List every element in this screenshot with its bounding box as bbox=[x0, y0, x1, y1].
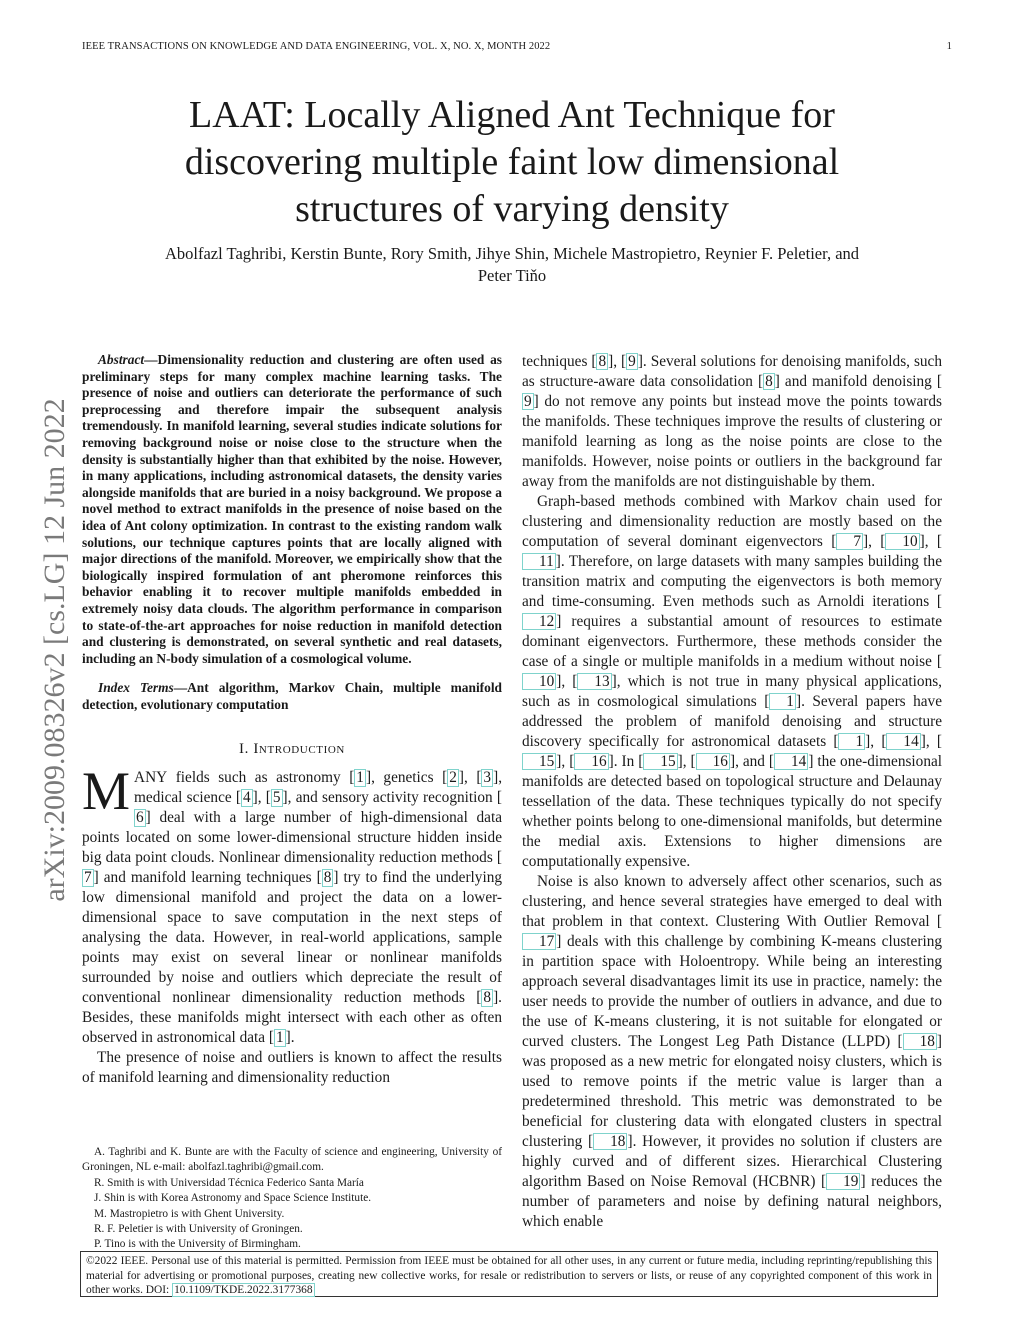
body-text: and manifold denoising bbox=[779, 373, 937, 390]
authors-line-2: Peter Tiňo bbox=[477, 266, 547, 285]
citation-link[interactable]: 10 bbox=[522, 673, 556, 690]
intro-text: , genetics bbox=[371, 769, 443, 787]
right-paragraph-1: techniques [ 8 ], [ 9 ]. Several solutions for denoising manifolds, such as structure-aware data consolidation [ 8 ] and manifold denoising [9 ] do not remove any points but instead move the points towards the manifolds. These techniques improve the results of clustering or manifold learning as long as the noise points are close to the manifolds. However, noise points or outliers in the background far away from the manifolds are not distinguishable by them. bbox=[522, 353, 942, 490]
citation-link[interactable]: 2 bbox=[449, 769, 457, 787]
citation-link[interactable]: 8 bbox=[483, 989, 492, 1007]
citation-link[interactable]: 1 bbox=[838, 733, 865, 750]
abstract-text: —Dimensionality reduction and clustering are often used as preliminary steps for many complex machine learning tasks. The presence of noise and outliers can deteriorate the performance of such preprocessing and therefore impair the subsequent analysis tremendously. In manifold learning, several studies indicate solutions for removing background noise or noise close to the structure when the density is substantially higher than that exhibited by the noise. However, in many applications, including astronomical datasets, the density varies alongside manifolds that are buried in a noisy background. We propose a novel method to extract manifolds in the presence of noise based on the idea of Ant colony optimization. In contrast to the existing random walk solutions, our technique captures points that are locally aligned with major directions of the manifold. Moreover, we empirically show that the biologically inspired formulation of ant pheromone reinforces this behavior enabling it to recover multiple manifolds embedded in extremely noisy data clouds. The algorithm performance in comparison to state-of-the-art approaches for noise reduction in manifold detection and clustering is demonstrated, on several synthetic and real datasets, including an N-body simulation of a cosmological volume. bbox=[82, 352, 502, 666]
citation-link[interactable]: 6 bbox=[136, 809, 144, 827]
abstract-label: Abstract bbox=[98, 352, 145, 367]
drop-cap-letter: M bbox=[82, 761, 131, 822]
body-text: techniques bbox=[522, 353, 592, 370]
body-text: requires a substantial amount of resources to estimate dominant eigenvectors. Furthermore, these methods consider the case of a single or multiple manifolds in a medium without noise bbox=[522, 613, 942, 670]
citation-link[interactable]: 5 bbox=[272, 789, 281, 807]
footnote: A. Taghribi and K. Bunte are with the Faculty of science and engineering, University of Groningen, NL e-mail: abolfazl.taghribi@gmail.com. bbox=[82, 1146, 502, 1174]
body-text: , bbox=[868, 533, 881, 550]
index-terms-label: Index Terms bbox=[98, 680, 174, 696]
body-text: the one-dimensional manifolds are detected based on topological structure and Delaunay tessellation of the data. These techniques typically do not specify whether points belong to one-dimensional manifolds, but determine the medial axis. Extensions to higher dimensions are computationally expensive. bbox=[522, 753, 943, 870]
body-text: Graph-based methods combined with Markov chain used for clustering and dimensionality reduction are mostly based on the computation of several dominant eigenvectors bbox=[522, 493, 942, 550]
citation-link[interactable]: 9 bbox=[628, 353, 636, 370]
citation-link[interactable]: 19 bbox=[826, 1173, 860, 1190]
citation-link[interactable]: 18 bbox=[903, 1033, 937, 1050]
body-text: do not remove any points but instead move the points towards the manifolds. These techniques improve the results of clustering or manifold learning as long as the noise points are close to the manifolds. However, noise points or outliers in the background far away from the manifolds are not distinguishable by them. bbox=[522, 393, 942, 490]
body-text: reduces the number of parameters and noise by defining natural neighbors, which enable bbox=[522, 1173, 942, 1230]
footnote: P. Tino is with the University of Birmingham. bbox=[94, 1238, 301, 1251]
title-line-1: LAAT: Locally Aligned Ant Technique for bbox=[189, 94, 835, 136]
citation-link[interactable]: 16 bbox=[696, 753, 730, 770]
intro-text: , medical science bbox=[134, 769, 503, 807]
title-line-2: discovering multiple faint low dimensional bbox=[184, 141, 840, 183]
index-terms-text: —Ant algorithm, Markov Chain, multiple manifold detection, evolutionary computation bbox=[82, 680, 502, 712]
section-heading-introduction bbox=[82, 741, 502, 758]
right-paragraph-2: Graph-based methods combined with Markov chain used for clustering and dimensionality reduction are mostly based on the computation of several dominant eigenvectors [ 7 ], [ 10 ], [11 ]. Therefore, on large datasets with many samples building the transition matrix and computing the eigenvectors is both memory and time-consuming. Even methods such as Arnoldi iterations [12 ] requires a substantial amount of resources to estimate dominant eigenvectors. Furthermore, these methods consider the case of a single or multiple manifolds in a medium without noise [10 ], [ 13 ], which is not true in many physical applications, such as in cosmological simulations [ 1 ]. Several papers have addressed the problem of manifold denoising and structure discovery specifically for astronomical datasets [ 1 ], [ 14 ], [15 ], [ 16 ]. In [ 15 ], [ 16 ], and [ 14 ] the one-dimensional manifolds are detected based on topological structure and Delaunay tessellation of the data. These techniques typically do not specify whether points belong to one-dimensional manifolds, but determine the medial axis. Extensions to higher dimensions are computationally expensive. bbox=[522, 493, 943, 870]
intro-paragraph-2 bbox=[82, 1048, 502, 1088]
body-text: . Several solutions for denoising manifolds, such as structure-aware data consolidation bbox=[522, 353, 942, 390]
footnote: R. F. Peletier is with University of Groningen. bbox=[94, 1223, 303, 1236]
citation-link[interactable]: 8 bbox=[765, 373, 773, 390]
index-terms bbox=[82, 680, 502, 713]
left-column bbox=[82, 352, 502, 1088]
citation-link[interactable]: 14 bbox=[886, 733, 920, 750]
body-text: , bbox=[561, 673, 573, 690]
intro-text: The presence of noise and outliers is known to affect the results of manifold learning and dimensionality reduction bbox=[82, 1049, 502, 1087]
running-head bbox=[82, 41, 952, 57]
arxiv-identifier-stamp: arXiv:2009.08326v2 [cs.LG] 12 Jun 2022 bbox=[38, 398, 71, 902]
footnote: R. Smith is with Universidad Técnica Federico Santa María bbox=[94, 1176, 364, 1189]
body-text: deals with this challenge by combining K-means clustering in partition space with Holoentropy. While being an interesting approach several disadvantages limit its use in practice, namely: the user needs to provide the number of outliers in advance, and due to the use of K-means clustering, it is not suitable for elongated or curved clusters. The Longest Leg Path Distance (LLPD) bbox=[522, 933, 942, 1050]
copyright-text: ©2022 IEEE. Personal use of this material is permitted. Permission from IEEE must be obtained for all other uses, in any current or future media, including reprinting/republishing this material for advertising or promotional purposes, creating new collective works, for resale or redistribution to servers or lists, or reuse of any copyrighted component of this work in other works. DOI: bbox=[86, 1255, 932, 1297]
body-text: , bbox=[870, 733, 882, 750]
right-column bbox=[522, 352, 942, 1232]
intro-text: . bbox=[290, 1029, 295, 1047]
intro-text: deal with a large number of high-dimensional data points located on some lower-dimensional structure hidden inside big data point clouds. Nonlinear dimensionality reduction methods bbox=[82, 809, 502, 867]
journal-header: IEEE TRANSACTIONS ON KNOWLEDGE AND DATA ENGINEERING, VOL. X, NO. X, MONTH 2022 bbox=[82, 41, 551, 52]
intro-text: , bbox=[257, 789, 266, 807]
citation-link[interactable]: 13 bbox=[577, 673, 611, 690]
citation-link[interactable]: 9 bbox=[524, 393, 532, 410]
section-title: Introduction bbox=[253, 741, 345, 758]
citation-link[interactable]: 3 bbox=[483, 769, 492, 787]
body-text: . However, it provides no solution if clusters are highly curved and of different sizes. Hierarchical Clustering algorithm Based on Noise Removal (HCBNR) bbox=[522, 1133, 942, 1190]
section-numeral: I. bbox=[239, 741, 249, 758]
abstract bbox=[82, 352, 502, 667]
intro-text: fields such as astronomy bbox=[167, 769, 350, 787]
citation-link[interactable]: 12 bbox=[522, 613, 556, 630]
author-affiliation-footnotes bbox=[82, 1145, 502, 1253]
citation-link[interactable]: 17 bbox=[522, 933, 556, 950]
body-text: , and bbox=[735, 753, 769, 770]
body-text: , which is not true in many physical applications, such as in cosmological simulations bbox=[522, 673, 943, 710]
citation-link[interactable]: 4 bbox=[242, 789, 251, 807]
author-list bbox=[80, 243, 944, 287]
citation-link[interactable]: 16 bbox=[574, 753, 608, 770]
intro-paragraph-1: MANY fields such as astronomy [ 1 ], genetics [ 2 ], [ 3 ], medical science [ 4 ], [ 5 ], and sensory activity recognition [6 ] deal with a large number of high-dimensional data points located on some lower-dimensional structure hidden inside big data point clouds. Nonlinear dimensionality reduction methods [7 ] and manifold learning techniques [ 8 ] try to find the underlying low dimensional manifold and project the data on a lower-dimensional space to save computation in the next steps of analysing the data. However, in real-world applications, sample points may exist on several linear or nonlinear manifolds surrounded by noise and outliers which depreciate the result of conventional nonlinear dimensionality reduction methods [ 8 ]. Besides, these manifolds might intersect with each other as often observed in astronomical data [ 1 ]. bbox=[82, 761, 503, 1047]
body-text: . Several papers have addressed the problem of manifold denoising and structure discovery specifically for astronomical datasets bbox=[522, 693, 942, 750]
copyright-notice bbox=[80, 1251, 938, 1297]
citation-link[interactable]: 15 bbox=[643, 753, 677, 770]
citation-link[interactable]: 1 bbox=[276, 1029, 284, 1047]
intro-text: try to find the underlying low dimensional manifold and project the data on a lower-dimensional space to save computation in the next steps of analysing the data. However, in real-world applications, sample points may exist on several linear or nonlinear manifolds surrounded by noise and outliers which depreciate the result of conventional nonlinear dimensionality reduction methods bbox=[82, 869, 502, 1007]
intro-text: and manifold learning techniques bbox=[98, 869, 317, 887]
citation-link[interactable]: 10 bbox=[885, 533, 919, 550]
citation-link[interactable]: 8 bbox=[323, 869, 332, 887]
body-text: , bbox=[924, 533, 937, 550]
body-text: , bbox=[682, 753, 691, 770]
citation-link[interactable]: 15 bbox=[522, 753, 556, 770]
citation-link[interactable]: 7 bbox=[836, 533, 863, 550]
body-text: . In bbox=[613, 753, 639, 770]
intro-text: , and sensory activity recognition bbox=[287, 789, 497, 807]
intro-lead-word: ANY bbox=[134, 769, 168, 787]
citation-link[interactable]: 7 bbox=[84, 869, 92, 887]
citation-link[interactable]: 18 bbox=[593, 1133, 627, 1150]
body-text: Noise is also known to adversely affect other scenarios, such as clustering, and hence several strategies have emerged to deal with that problem in that context. Clustering With Outlier Removal bbox=[522, 873, 942, 930]
body-text: . Therefore, on large datasets with many samples building the transition matrix and computing the eigenvectors is both memory and time-consuming. Even methods such as Arnoldi iterations bbox=[522, 553, 942, 610]
footnote: J. Shin is with Korea Astronomy and Space Science Institute. bbox=[94, 1192, 372, 1205]
body-text: was proposed as a new metric for elongated noisy clusters, which is used to remove points if the metric value is larger than a predetermined threshold. This metric was demonstrated to be beneficial for clustering data with elongated clusters in spectral clustering bbox=[522, 1053, 942, 1150]
intro-text: , bbox=[463, 769, 477, 787]
citation-link[interactable]: 8 bbox=[598, 353, 607, 370]
footnote: M. Mastropietro is with Ghent University. bbox=[94, 1207, 285, 1220]
title-line-3: structures of varying density bbox=[295, 188, 729, 230]
citation-link[interactable]: 1 bbox=[769, 693, 796, 710]
body-text: , bbox=[925, 733, 937, 750]
body-text: , bbox=[613, 353, 622, 370]
body-text: , bbox=[561, 753, 570, 770]
intro-text: . Besides, these manifolds might intersect with each other as often observed in astronomical data bbox=[82, 989, 502, 1047]
authors-line-1: Abolfazl Taghribi, Kerstin Bunte, Rory Smith, Jihye Shin, Michele Mastropietro, Reynier F. Peletier, and bbox=[164, 244, 860, 263]
citation-link[interactable]: 1 bbox=[356, 769, 364, 787]
citation-link[interactable]: 11 bbox=[522, 553, 556, 570]
right-paragraph-3: Noise is also known to adversely affect other scenarios, such as clustering, and hence several strategies have emerged to deal with that problem in that context. Clustering With Outlier Removal [17 ] deals with this challenge by combining K-means clustering in partition space with Holoentropy. While being an interesting approach several disadvantages limit its use in practice, namely: the user needs to provide the number of outliers in advance, and due to the use of K-means clustering, it is not suitable for elongated or curved clusters. The Longest Leg Path Distance (LLPD) [ 18 ] was proposed as a new metric for elongated noisy clusters, which is used to remove points if the metric value is larger than a predetermined threshold. This metric was demonstrated to be beneficial for clustering data with elongated clusters in spectral clustering [ 18 ]. However, it provides no solution if clusters are highly curved and of different sizes. Hierarchical Clustering algorithm Based on Noise Removal (HCBNR) [ 19 ] reduces the number of parameters and noise by defining natural neighbors, which enable bbox=[522, 873, 942, 1230]
page-number: 1 bbox=[946, 41, 952, 52]
paper-title bbox=[80, 92, 944, 233]
doi-link[interactable]: 10.1109/TKDE.2022.3177368 bbox=[174, 1284, 313, 1297]
citation-link[interactable]: 14 bbox=[774, 753, 808, 770]
